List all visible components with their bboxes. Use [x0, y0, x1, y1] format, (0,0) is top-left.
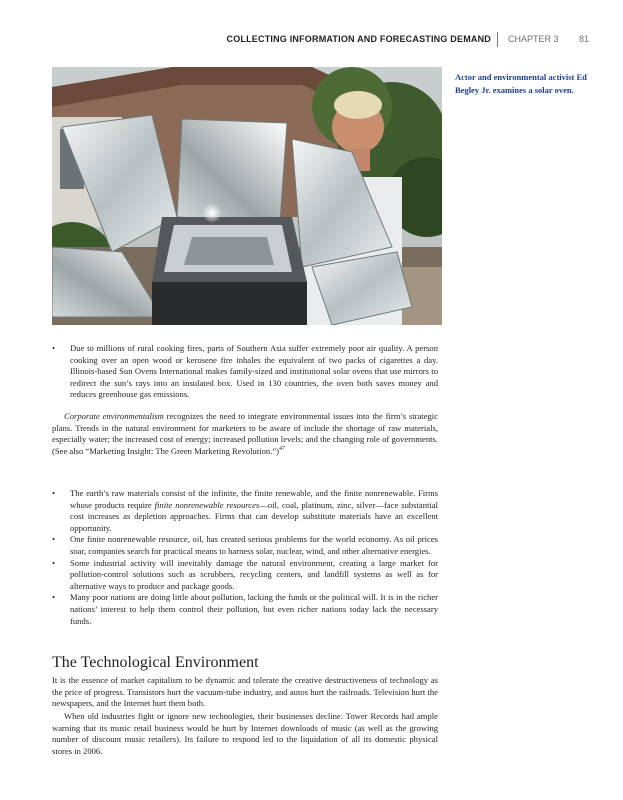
list-item: [52, 488, 438, 534]
bullet-emphasis: finite nonrenewable resources: [154, 499, 260, 510]
page-header: [0, 32, 623, 48]
photo-caption: Actor and environmental activist Ed Begley Jr. examines a solar oven.: [455, 72, 587, 95]
list-item: [52, 592, 438, 627]
list-item: [52, 534, 438, 557]
header-divider: [497, 32, 498, 47]
bullet-text: The earth’s raw materials consist of the infinite, the finite renewable, and the finite nonrenewable. Firms whose products require: [70, 488, 438, 510]
bullet-dot: •: [52, 592, 56, 603]
footnote-ref: 47: [279, 445, 286, 452]
section-heading: The Technological Environment: [52, 654, 259, 671]
bullet-dot: •: [52, 534, 56, 545]
chapter-label: CHAPTER 3: [508, 34, 559, 44]
bullet-dot: •: [52, 557, 56, 568]
list-item: [52, 558, 438, 593]
solar-oven-photo: [52, 67, 442, 325]
bullet-text: —oil, coal, platinum, zinc, silver—face substantial cost increases as depletion approaches. Firms that can develop substitute materials have an excellent opportunity.: [70, 499, 439, 533]
bullet-text: Due to millions of rural cooking fires, parts of Southern Asia suffer extremely poor air quality. A person cooking over an open wood or kerosene fire inhales the equivalent of two packs of cigarettes a day. Illinois-based Sun Ovens International makes family-sized and institutional solar ovens that use mirrors to redirect the sun’s rays into an insulated box. Used in 130 countries, the oven both saves money and reduces greenhouse gas emissions.: [70, 343, 438, 400]
bullet-text: One finite nonrenewable resource, oil, has created serious problems for the world economy. As oil prices soar, companies search for practical means to harness solar, nuclear, wind, and other alternative energies.: [70, 534, 438, 556]
bullet-text: Some industrial activity will inevitably damage the natural environment, creating a large market for pollution-control solutions such as scrubbers, recycling centers, and landfill systems as well as for alternative ways to produce and package goods.: [70, 557, 438, 591]
paragraph-corporate-environmentalism: [52, 411, 438, 457]
bullet-dot: •: [52, 343, 56, 353]
paragraph-text: recognizes the need to integrate environmental issues into the firm’s strategic plans. Trends in the natural environment for marketers to be aware of include the shortage of raw materials, especially water; the increased cost of energy; increased pollution levels; and the changing role of governments. (See also “Marketing Insight: The Green Marketing Revolution.”): [52, 411, 439, 456]
running-title: COLLECTING INFORMATION AND FORECASTING DEMAND: [226, 34, 491, 44]
environment-bullet-list: [52, 488, 438, 627]
term-corporate-environmentalism: Corporate environmentalism: [64, 411, 164, 421]
section-paragraph-2: When old industries fight or ignore new technologies, their businesses decline. Tower Records had ample warning that its music retail business would be hurt by Internet downloads of music (as well as the growing number of discount music retailers). Its failure to respond led to the liquidation of all its domestic physical stores in 2006.: [52, 711, 438, 756]
section-paragraph-1: It is the essence of market capitalism to be dynamic and tolerate the creative destructiveness of technology as the price of progress. Transistors hurt the vacuum-tube industry, and autos hurt the railroads. Television hurt the newspapers, and the Internet hurt them both.: [52, 675, 438, 709]
top-bullet-list: [52, 343, 438, 401]
bullet-dot: •: [52, 488, 56, 498]
list-item: [52, 343, 438, 401]
page-number: 81: [579, 34, 590, 44]
bullet-text: Many poor nations are doing little about pollution, lacking the funds or the political will. It is in the richer nations’ interest to help them control their pollution, but even richer nations today lack the necessary funds.: [70, 592, 438, 626]
